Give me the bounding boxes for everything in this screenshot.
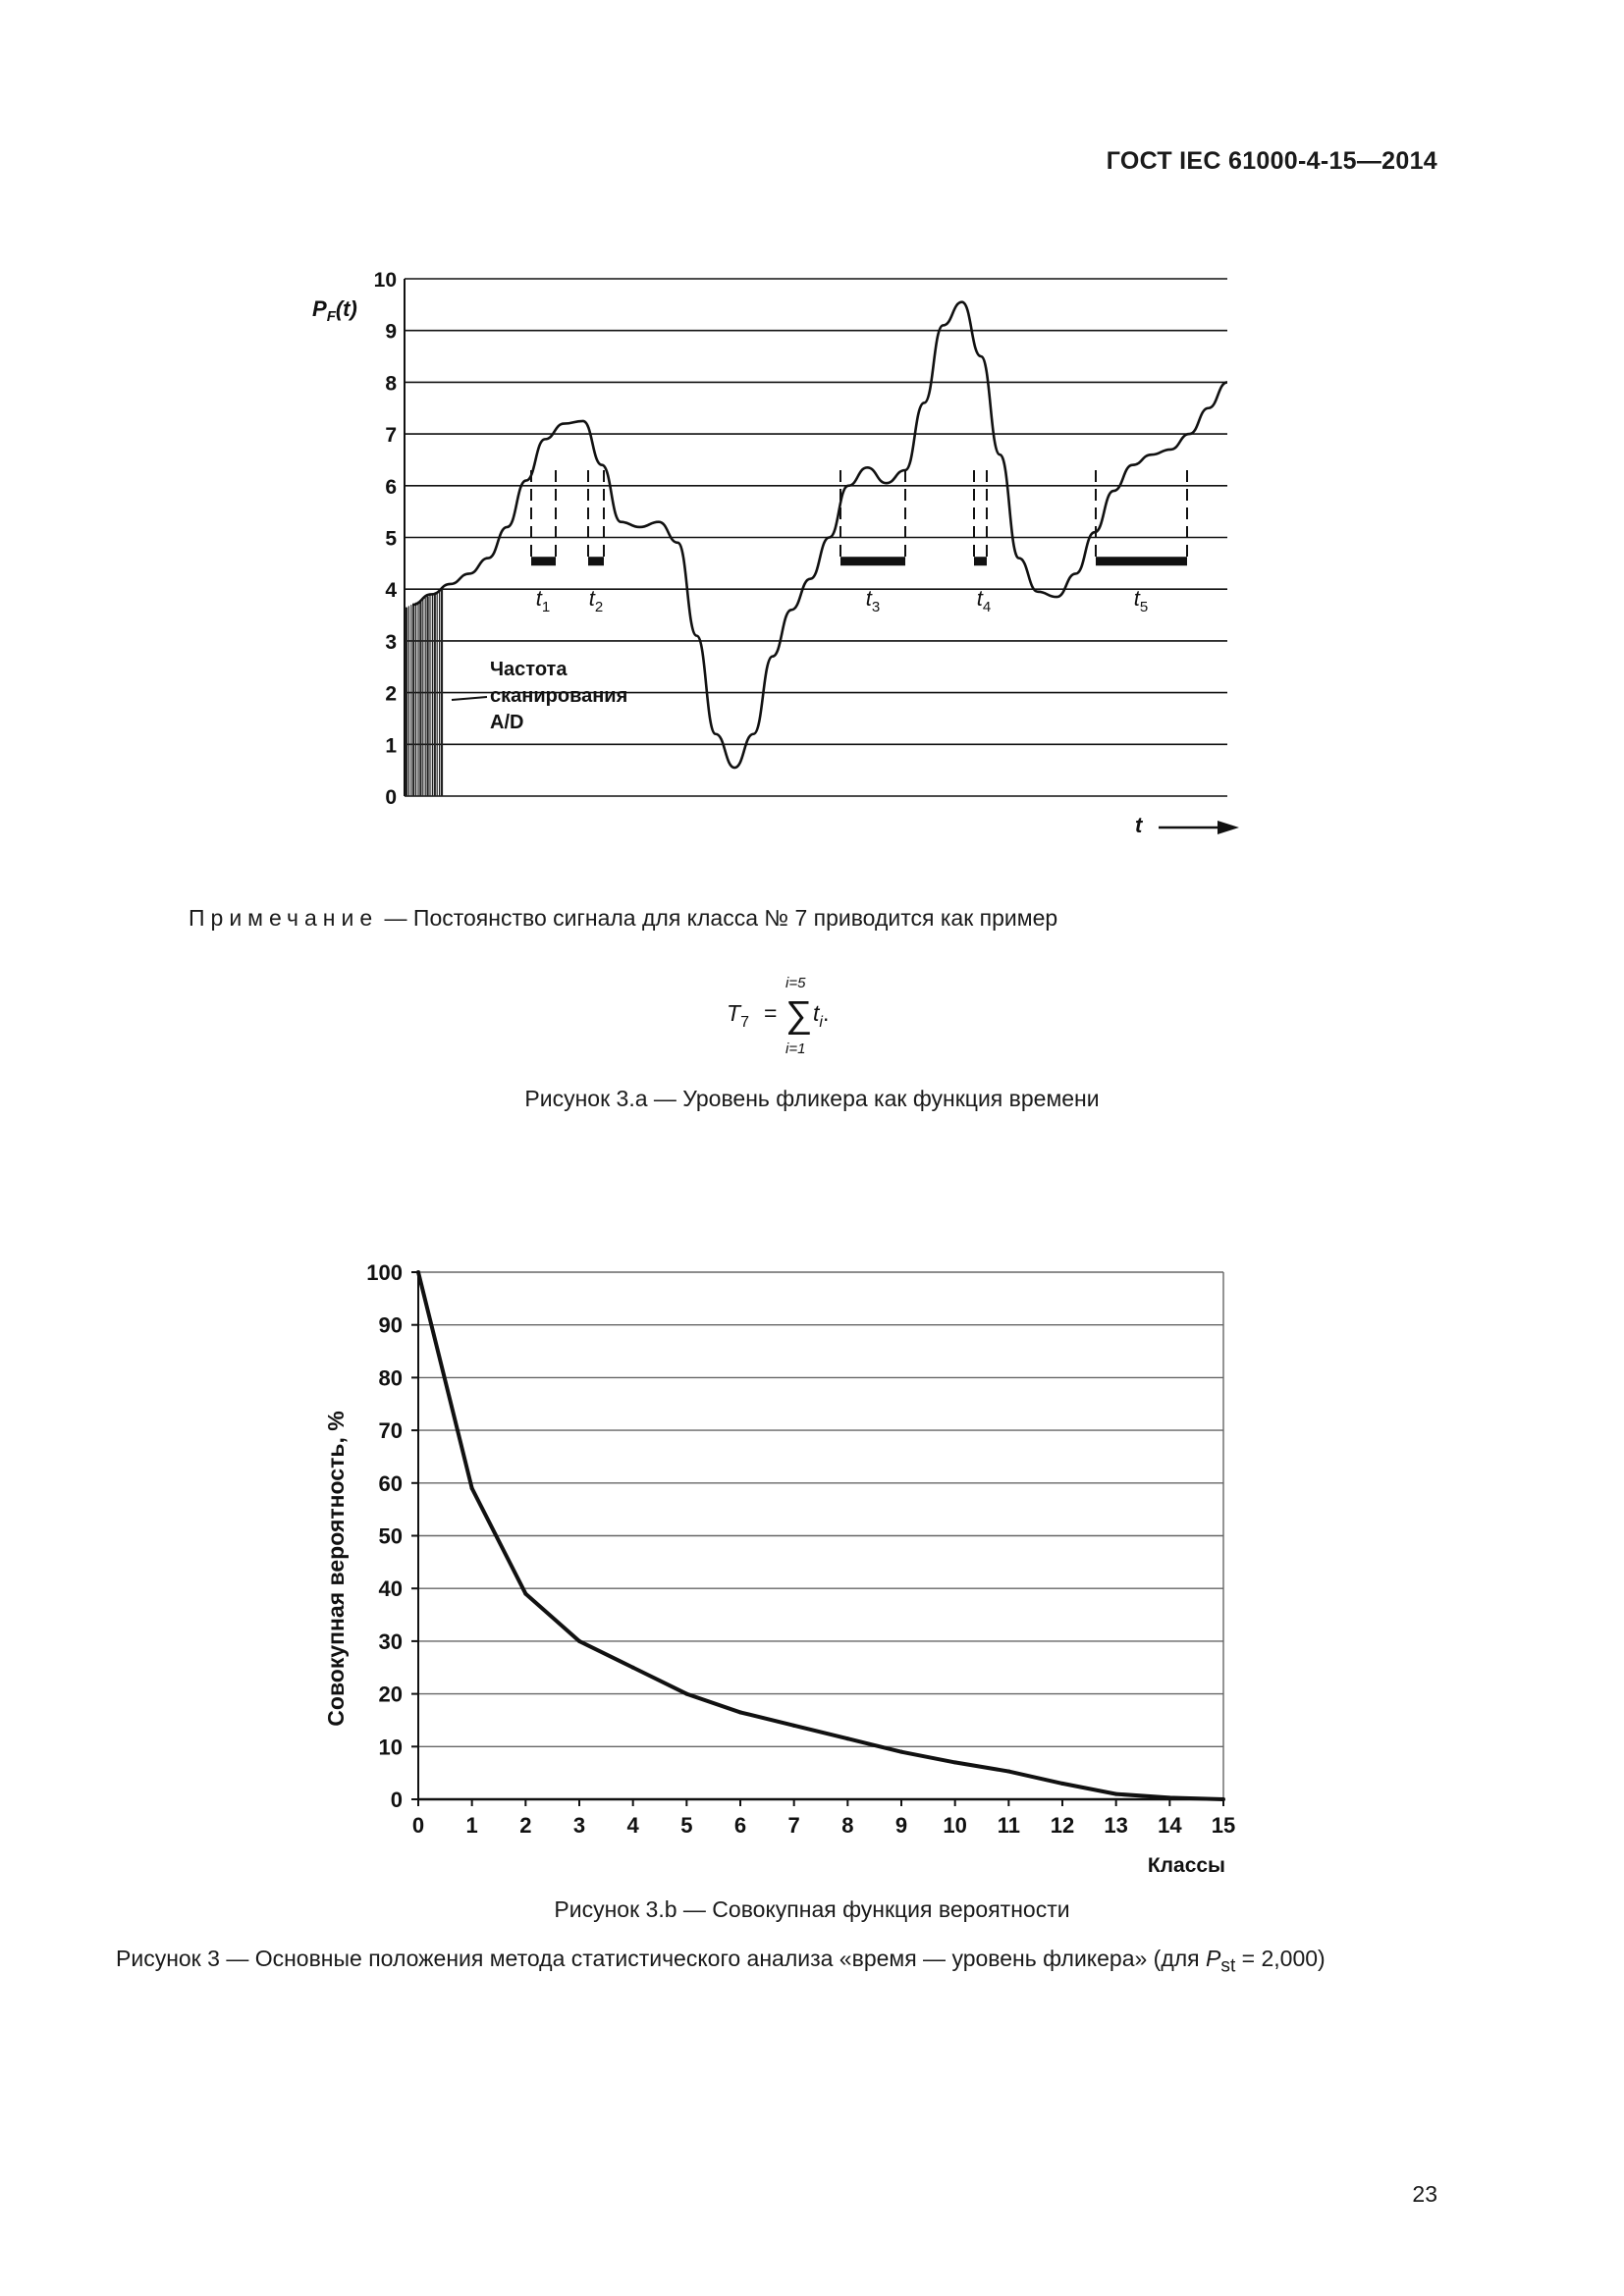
x-tick-label-0: 0 — [411, 1813, 425, 1838]
data-point-4 — [631, 1666, 635, 1670]
x-tick-label-4: 4 — [626, 1813, 639, 1838]
interval-label-t5: $t_5$ — [1133, 586, 1149, 616]
figure-3a-annotation: Частота сканирования A/D — [490, 659, 628, 733]
data-point-6 — [738, 1710, 742, 1714]
x-tick-label-11: 11 — [997, 1813, 1020, 1838]
y-tick-label-4: 4 — [385, 579, 397, 603]
figure-3b-x-axis-label: Классы — [1147, 1854, 1225, 1877]
y-tick-label-8: 8 — [385, 372, 397, 396]
x-tick-label-6: 6 — [733, 1813, 747, 1838]
figure-3a-y-axis-label: $P_F(t)$ — [312, 296, 357, 325]
data-point-11 — [1006, 1770, 1010, 1774]
data-point-3 — [577, 1639, 581, 1643]
figure-note — [189, 905, 1057, 932]
note-text: — Постоянство сигнала для класса № 7 приводится как пример — [378, 905, 1058, 931]
data-point-7 — [792, 1724, 796, 1728]
y-tick-label-70: 70 — [378, 1418, 403, 1444]
data-point-8 — [845, 1736, 849, 1740]
y-tick-label-1: 1 — [385, 734, 397, 758]
y-tick-label-0: 0 — [385, 786, 397, 809]
figure-3b-x-tick-labels — [412, 1813, 1235, 1838]
interval-2-bar — [588, 557, 604, 565]
figure-3a-grid — [405, 279, 1227, 796]
sum-formula — [687, 972, 982, 1060]
y-tick-label-2: 2 — [385, 682, 397, 706]
x-tick-label-1: 1 — [465, 1813, 478, 1838]
data-point-15 — [1221, 1797, 1225, 1801]
x-tick-label-2: 2 — [519, 1813, 532, 1838]
figure-3a-annotation-leader — [452, 697, 487, 700]
data-point-5 — [684, 1692, 688, 1696]
y-tick-label-30: 30 — [378, 1629, 403, 1654]
x-tick-label-7: 7 — [787, 1813, 800, 1838]
data-point-1 — [470, 1486, 474, 1490]
figure-3a-y-tick-labels — [374, 269, 398, 809]
y-tick-label-9: 9 — [385, 320, 397, 344]
y-tick-label-7: 7 — [385, 424, 397, 448]
figure-3b-cumulative-probability-chart — [0, 1227, 1624, 1895]
data-point-0 — [416, 1270, 420, 1274]
interval-5-bar — [1096, 557, 1187, 565]
svg-text:i=5: i=5 — [785, 975, 806, 991]
interval-label-t1: $t_1$ — [535, 586, 551, 616]
data-point-10 — [953, 1760, 957, 1764]
y-tick-label-90: 90 — [378, 1312, 403, 1338]
data-point-2 — [523, 1592, 527, 1596]
caption-figure-3b: Рисунок 3.b — Совокупная функция вероятности — [554, 1896, 1070, 1922]
x-tick-label-15: 15 — [1211, 1813, 1236, 1838]
figure-3b-y-axis-label: Совокупная вероятность, % — [323, 1411, 349, 1727]
y-tick-label-60: 60 — [378, 1470, 403, 1496]
y-tick-label-50: 50 — [378, 1523, 403, 1549]
y-tick-label-100: 100 — [366, 1260, 403, 1285]
data-point-9 — [899, 1750, 903, 1754]
interval-label-t4: $t_4$ — [976, 586, 992, 616]
y-tick-label-0: 0 — [390, 1788, 403, 1812]
figure-3a-x-axis-arrow-head — [1218, 821, 1239, 834]
y-tick-label-10: 10 — [373, 269, 397, 292]
x-tick-label-14: 14 — [1158, 1813, 1182, 1838]
note-lead: Примечание — [189, 905, 379, 931]
y-tick-label-3: 3 — [385, 630, 397, 654]
figure-3a-x-axis-label: t — [1135, 813, 1143, 837]
interval-3-bar — [840, 557, 905, 565]
figure-3b-y-tick-labels — [366, 1260, 403, 1812]
figure-3a-flicker-level-chart — [0, 0, 1624, 883]
x-tick-label-8: 8 — [841, 1813, 854, 1838]
caption-figure-3a: Рисунок 3.a — Уровень фликера как функция времени — [524, 1086, 1100, 1111]
x-tick-label-12: 12 — [1050, 1813, 1075, 1838]
y-tick-label-20: 20 — [378, 1682, 403, 1707]
y-tick-label-6: 6 — [385, 475, 397, 499]
y-tick-label-10: 10 — [378, 1735, 403, 1760]
svg-text:i=1: i=1 — [785, 1041, 806, 1057]
interval-label-t3: $t_3$ — [865, 586, 881, 616]
data-point-13 — [1114, 1792, 1118, 1796]
y-tick-label-80: 80 — [378, 1365, 403, 1391]
x-tick-label-9: 9 — [894, 1813, 908, 1838]
interval-4-bar — [974, 557, 987, 565]
y-tick-label-40: 40 — [378, 1576, 403, 1602]
document-header: ГОСТ IEC 61000-4-15—2014 — [1106, 147, 1437, 175]
data-point-14 — [1167, 1795, 1171, 1799]
interval-label-t2: $t_2$ — [588, 586, 604, 616]
interval-1-bar — [531, 557, 556, 565]
x-tick-label-10: 10 — [943, 1813, 967, 1838]
x-tick-label-3: 3 — [572, 1813, 586, 1838]
y-tick-label-5: 5 — [385, 527, 397, 551]
svg-text:=: = — [764, 1000, 778, 1026]
svg-text:ti.: $t_i$. — [813, 1000, 830, 1031]
figure-3b-grid — [411, 1272, 1223, 1806]
svg-text:T7: $T_7$ — [727, 1000, 749, 1031]
data-point-12 — [1060, 1782, 1064, 1786]
svg-text:∑: ∑ — [785, 994, 813, 1036]
page-number: 23 — [1412, 2181, 1437, 2207]
x-tick-label-13: 13 — [1104, 1813, 1128, 1838]
caption-figure-3: Рисунок 3 — Основные положения метода статистического анализа «время — уровень фликера» (для $P_{st} = 2,000$) — [116, 1946, 1326, 1977]
x-tick-label-5: 5 — [680, 1813, 693, 1838]
